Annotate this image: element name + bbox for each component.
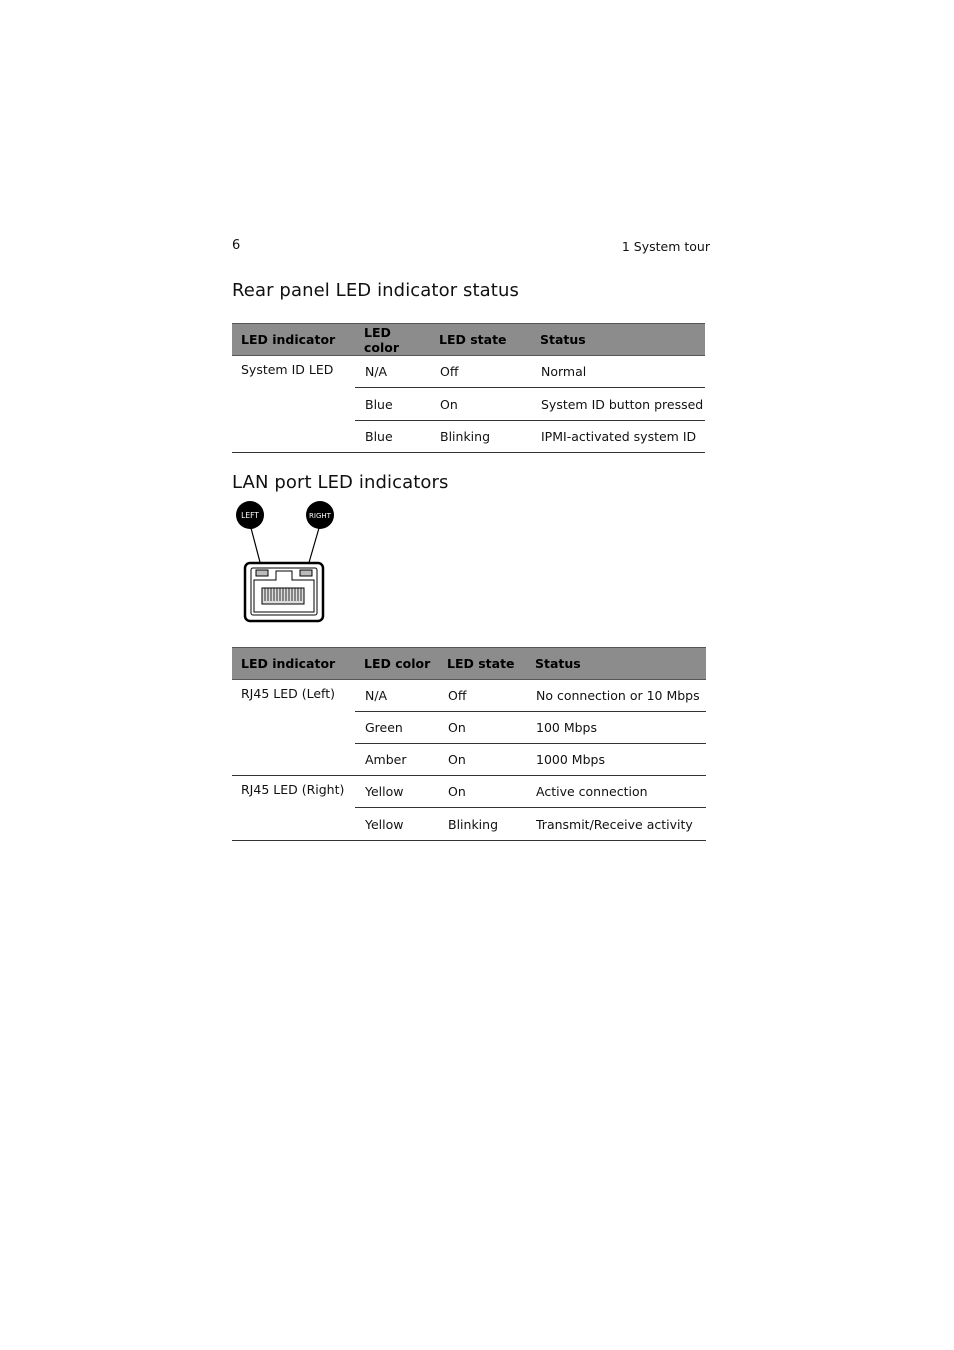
column-header: LED indicator <box>232 324 355 356</box>
table-cell: 1000 Mbps <box>526 744 706 776</box>
table-cell: On <box>438 776 526 808</box>
table-cell: Transmit/Receive activity <box>526 808 706 841</box>
table-cell: N/A <box>365 688 388 703</box>
table-row <box>232 776 706 808</box>
table-row <box>232 356 705 388</box>
table-cell: On <box>438 744 526 776</box>
table-cell: RJ45 LED (Right) <box>232 776 355 841</box>
table-header-row <box>232 324 705 356</box>
table-cell: No connection or 10 Mbps <box>536 688 700 703</box>
table-cell: Yellow <box>355 808 438 841</box>
table-cell: Green <box>355 712 438 744</box>
column-header: LED color <box>355 648 438 680</box>
table-cell: System ID LED <box>232 356 355 453</box>
lan-port-led-table <box>232 647 706 841</box>
right-led-label: RIGHT <box>309 512 331 520</box>
chapter-title: 1 System tour <box>621 239 710 254</box>
column-header: LED color <box>355 324 430 356</box>
rj45-port-icon <box>234 500 338 626</box>
column-header: Status <box>531 324 705 356</box>
table-cell: Normal <box>541 364 587 379</box>
table-cell: IPMI-activated system ID <box>531 421 705 453</box>
rj45-port-diagram <box>234 500 338 630</box>
table-cell: 100 Mbps <box>526 712 706 744</box>
table-header-row <box>232 648 706 680</box>
left-led-label: LEFT <box>241 511 259 520</box>
section-title-lan-port: LAN port LED indicators <box>232 472 449 493</box>
table-cell: Yellow <box>355 776 438 808</box>
column-header: LED state <box>438 648 526 680</box>
column-header: Status <box>526 648 706 680</box>
table-cell: Off <box>448 688 467 703</box>
table-cell: Blinking <box>438 808 526 841</box>
table-cell: On <box>438 712 526 744</box>
table-row <box>232 680 706 712</box>
table-cell: RJ45 LED (Left) <box>232 680 355 776</box>
table-cell: Blinking <box>430 421 531 453</box>
table-cell: Blue <box>355 388 430 421</box>
table-cell: Active connection <box>526 776 706 808</box>
table-cell: Off <box>440 364 459 379</box>
table-cell: N/A <box>365 364 388 379</box>
section-title-rear-panel: Rear panel LED indicator status <box>232 280 519 301</box>
table-cell: Blue <box>355 421 430 453</box>
column-header: LED indicator <box>232 648 355 680</box>
table-cell: On <box>430 388 531 421</box>
page-number: 6 <box>232 238 241 253</box>
rear-panel-led-table <box>232 323 705 453</box>
column-header: LED state <box>430 324 531 356</box>
table-cell: Amber <box>355 744 438 776</box>
table-cell: System ID button pressed <box>531 388 705 421</box>
